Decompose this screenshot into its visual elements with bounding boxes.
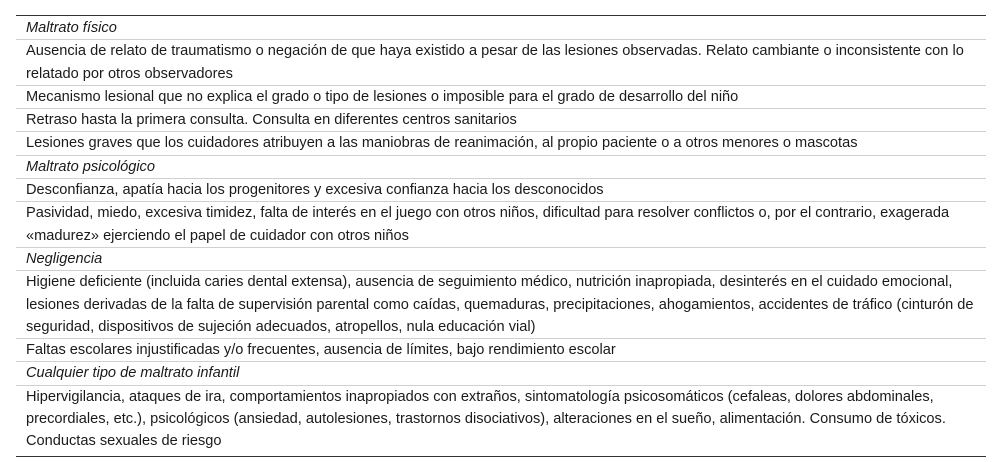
section-title: Maltrato psicológico bbox=[16, 155, 986, 178]
table-row: Hipervigilancia, ataques de ira, comportamientos inapropiados con extraños, sintomatología psicosomáticos (cefaleas, dolores abdominales, precordiales, etc.), psicológicos (ansiedad, autolesiones, trastornos disociativos), alteraciones en el sueño, alimentación. Consumo de tóxicos. Conductas sexuales de riesgo bbox=[16, 385, 986, 453]
table-row: Retraso hasta la primera consulta. Consulta en diferentes centros sanitarios bbox=[16, 108, 986, 131]
table-row: Pasividad, miedo, excesiva timidez, falta de interés en el juego con otros niños, dificultad para resolver conflictos o, por el contrario, exagerada «madurez» ejerciendo el papel de cuidador con otros niños bbox=[16, 201, 986, 247]
section-title: Negligencia bbox=[16, 247, 986, 270]
indicators-table bbox=[16, 15, 986, 457]
table-row: Desconfianza, apatía hacia los progenitores y excesiva confianza hacia los desconocidos bbox=[16, 178, 986, 201]
table-row: Ausencia de relato de traumatismo o negación de que haya existido a pesar de las lesiones observadas. Relato cambiante o inconsistente con lo relatado por otros observadores bbox=[16, 39, 986, 85]
section-title: Maltrato físico bbox=[26, 20, 117, 36]
table-row: Lesiones graves que los cuidadores atribuyen a las maniobras de reanimación, al propio paciente o a otros menores o mascotas bbox=[16, 131, 986, 154]
table-row: Mecanismo lesional que no explica el grado o tipo de lesiones o imposible para el grado de desarrollo del niño bbox=[16, 85, 986, 108]
table-row: Higiene deficiente (incluida caries dental extensa), ausencia de seguimiento médico, nutrición inapropiada, desinterés en el cuidado emocional, lesiones derivadas de la falta de supervisión parental como caídas, quemaduras, precipitaciones, ahogamientos, accidentes de tráfico (cinturón de seguridad, dispositivos de sujeción adecuados, atropellos, nula educación vial) bbox=[16, 270, 986, 338]
section-title: Cualquier tipo de maltrato infantil bbox=[16, 361, 986, 384]
table-row: Faltas escolares injustificadas y/o frecuentes, ausencia de límites, bajo rendimiento escolar bbox=[16, 338, 986, 361]
